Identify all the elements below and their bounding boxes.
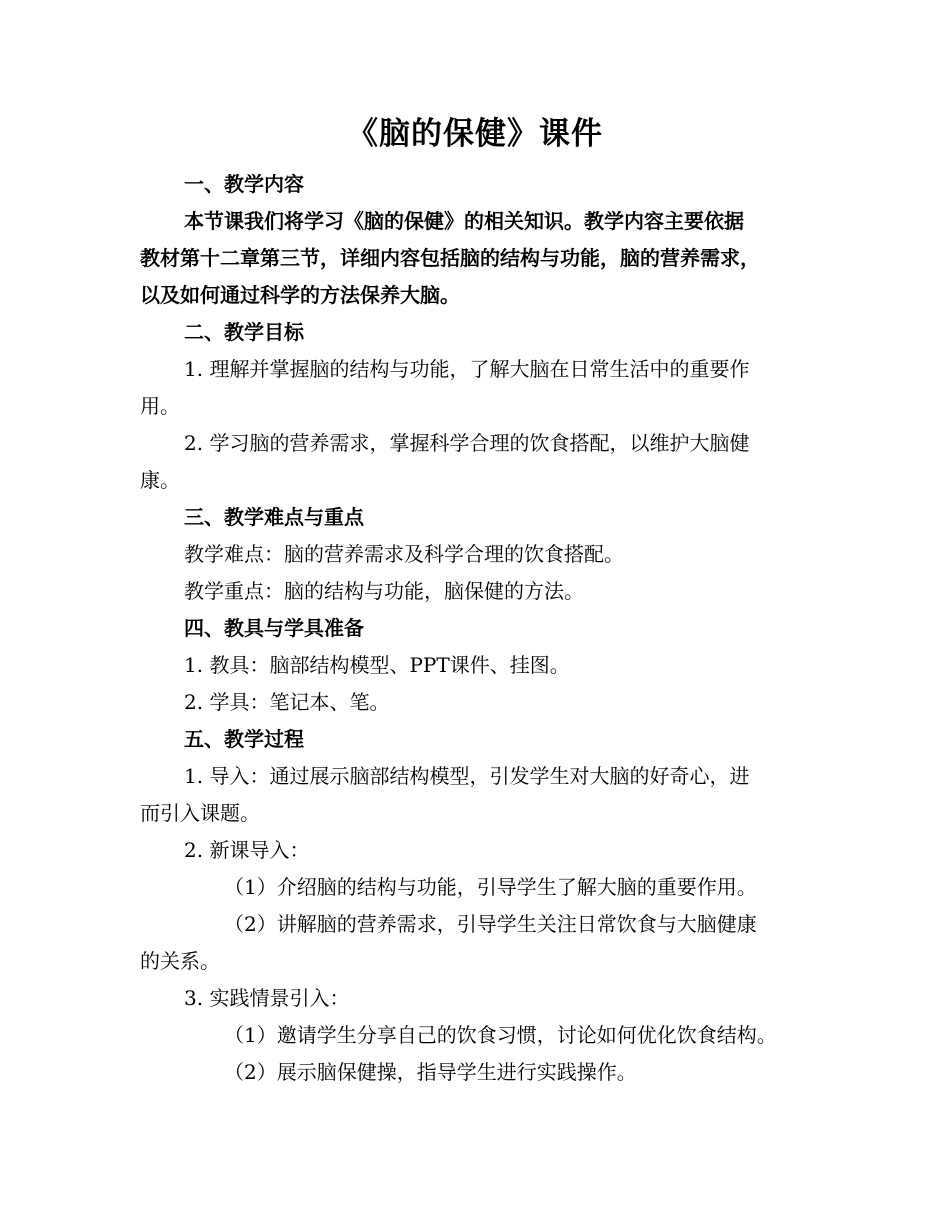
list-item-line: 康。 xyxy=(140,468,180,492)
section-heading-difficulty-key: 三、教学难点与重点 xyxy=(184,505,364,529)
list-item-line: 2. 学习脑的营养需求，掌握科学合理的饮食搭配，以维护大脑健 xyxy=(184,431,750,455)
section-heading-tools: 四、教具与学具准备 xyxy=(184,616,364,640)
section-heading-process: 五、教学过程 xyxy=(184,727,304,751)
list-item: 1. 教具：脑部结构模型、PPT课件、挂图。 xyxy=(184,653,570,677)
section-heading-teaching-content: 一、教学内容 xyxy=(184,172,304,196)
list-item: 3. 实践情景引入： xyxy=(184,986,350,1010)
list-item-line: 1. 理解并掌握脑的结构与功能，了解大脑在日常生活中的重要作 xyxy=(184,357,750,381)
page-title: 《脑的保健》课件 xyxy=(347,116,603,152)
list-item-line: 用。 xyxy=(140,394,180,418)
document-body xyxy=(140,166,808,1091)
sub-item: （2）展示脑保健操，指导学生进行实践操作。 xyxy=(224,1060,637,1084)
list-item-line: 而引入课题。 xyxy=(140,801,260,825)
list-item: 2. 新课导入： xyxy=(184,838,310,862)
paragraph-line: 本节课我们将学习《脑的保健》的相关知识。教学内容主要依据 xyxy=(184,209,744,233)
list-item: 2. 学具：笔记本、笔。 xyxy=(184,690,390,714)
sub-item: （1）邀请学生分享自己的饮食习惯，讨论如何优化饮食结构。 xyxy=(224,1023,777,1047)
sub-item: （1）介绍脑的结构与功能，引导学生了解大脑的重要作用。 xyxy=(224,875,757,899)
difficulty-text: 教学难点：脑的营养需求及科学合理的饮食搭配。 xyxy=(184,542,624,566)
paragraph-line: 以及如何通过科学的方法保养大脑。 xyxy=(140,283,460,307)
key-point-text: 教学重点：脑的结构与功能，脑保健的方法。 xyxy=(184,579,584,603)
sub-item-line: （2）讲解脑的营养需求，引导学生关注日常饮食与大脑健康 xyxy=(224,912,757,936)
section-heading-teaching-goals: 二、教学目标 xyxy=(184,320,304,344)
sub-item-line: 的关系。 xyxy=(140,949,220,973)
list-item-line: 1. 导入：通过展示脑部结构模型，引发学生对大脑的好奇心，进 xyxy=(184,764,750,788)
paragraph-line: 教材第十二章第三节，详细内容包括脑的结构与功能，脑的营养需求， xyxy=(140,246,760,270)
